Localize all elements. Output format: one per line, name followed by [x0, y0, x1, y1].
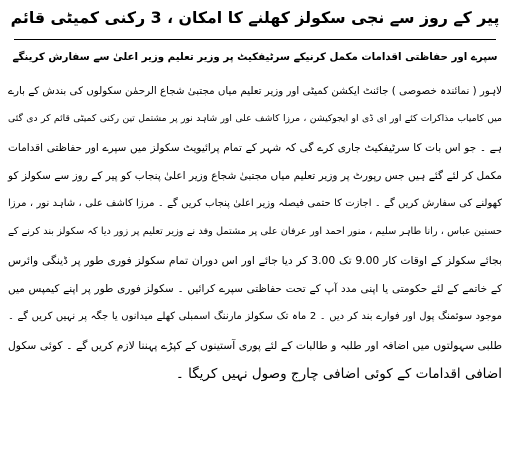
body-line: کھولنے کی سفارش کریں گے ۔ اجازت کا حتمی فیصلہ وزیر اعلیٰ پنجاب کریں گے ۔ مرزا کاشف علی ، شاہد نور ، مرزا [8, 198, 502, 210]
body-line: طلبی سہولتوں میں اضافہ اور طلبہ و طالبات کے لئے پوری آستینوں کے کپڑے پہننا لازم کریں گے ۔ کوئی سکول [8, 338, 502, 352]
body-line: کے خاتمے کے لئے حکومتی یا اپنی مدد آپ کے تحت حفاظتی سپرے کرائیں ۔ سکولز فوری طور پر اپنے کیمپس میں [8, 283, 502, 296]
subheadline: سپرے اور حفاظتی اقدامات مکمل کرنیکے سرٹیفکیٹ پر وزیر تعلیم وزیر اعلیٰ سے سفارش کرینگے [12, 51, 498, 63]
body-line: مکمل کر لئے گئے ہیں جس رپورٹ پر وزیر تعلیم میاں مجتبیٰ شجاع وزیر اعلیٰ پنجاب کو پیر کے روز سے سکولز کو [8, 169, 502, 182]
body-line: اضافی اقدامات کے کوئی اضافی چارج وصول نہیں کریگا ۔ [175, 365, 502, 382]
article-body [8, 77, 502, 388]
body-line: لاہور ( نمائندہ خصوصی ) جائنٹ ایکشن کمیٹی اور وزیر تعلیم میاں مجتبیٰ شجاع الرحمٰن سکولوں کی بندش کے بارے [8, 85, 502, 97]
headline: پیر کے روز سے نجی سکولز کھلنے کا امکان ، 3 رکنی کمیٹی قائم [10, 8, 500, 27]
body-line: میں کامیاب مذاکرات کئے اور ای ڈی او ایجوکیشن ، مرزا کاشف علی اور شاہد نور پر مشتمل تین رکنی کمیٹی قائم کر دی گئی [8, 113, 502, 125]
body-line: حسنین عباس ، رانا طاہر سلیم ، منور احمد اور عرفان علی پر مشتمل وفد نے وزیر تعلیم پر زور دیا کہ سکولز بند کرنے کے [8, 226, 502, 238]
body-line: بجائے سکولز کے اوقات کار 9.00 تک 3.00 کر دیا جائے اور اس دوران تمام سکولز فوری طور پر ڈینگی وائرس [8, 253, 502, 267]
headline-divider [14, 39, 496, 40]
body-line: موجود سوئمنگ پول اور فوارے بند کر دیں ۔ 2 ماہ تک سکولز مارننگ اسمبلی کھلے میدانوں یا جگہ پر نہیں کریں گے ۔ [8, 311, 503, 323]
body-line: ہے ۔ جو اس بات کا سرٹیفکیٹ جاری کرے گی کہ شہر کے تمام پرائیویٹ سکولز میں سپرے اور حفاظتی اقدامات [8, 141, 502, 154]
